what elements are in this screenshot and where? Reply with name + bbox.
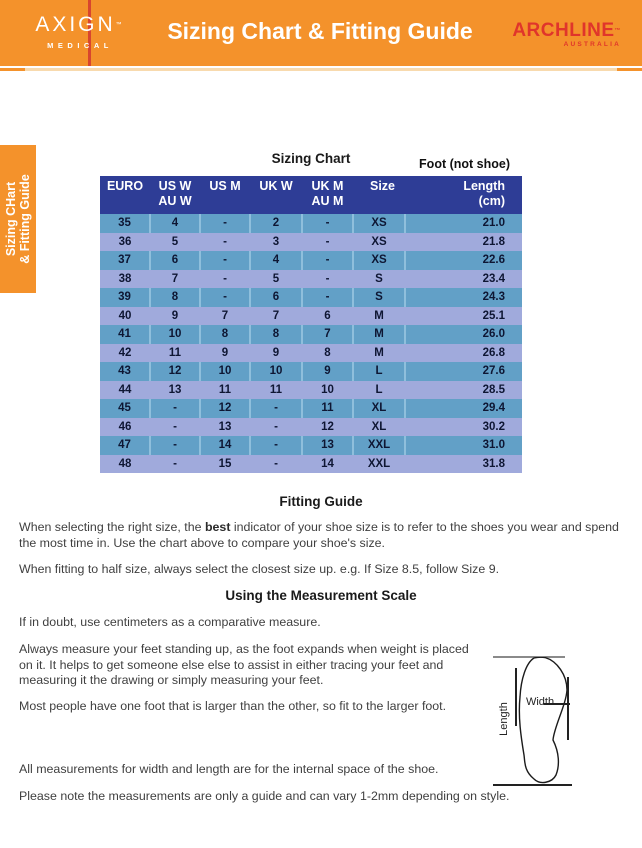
table-cell: 10 <box>250 362 302 381</box>
archline-logo-sub: AUSTRALIA <box>563 41 621 48</box>
table-cell: 12 <box>150 362 200 381</box>
measurement-para-5: Please note the measurements are only a guide and can vary 1-2mm depending on style. <box>19 789 510 803</box>
side-tab-label: Sizing CHart & Fitting Guide <box>4 174 32 264</box>
table-cell: 13 <box>218 420 232 433</box>
table-cell: 47 <box>100 436 150 455</box>
table-cell: 10 <box>150 325 200 344</box>
table-cell: 5 <box>171 235 179 248</box>
table-header-row <box>100 176 522 214</box>
fitting-guide-para-1: When selecting the right size, the best indicator of your shoe size is to refer to the shoes you wear and spend the most time in. Use the chart above to compare your shoe's size. <box>19 520 619 550</box>
table-cell: 38 <box>118 272 132 285</box>
table-cell: - <box>173 457 177 470</box>
fitting-guide-para-2: When fitting to half size, always select the closest size up. e.g. If Size 8.5, follow Size 9. <box>19 562 500 576</box>
table-cell: 25.1 <box>482 309 505 322</box>
archline-logo <box>503 21 621 48</box>
measurement-para-4: All measurements for width and length are for the internal space of the shoe. <box>19 762 439 776</box>
table-cell: L <box>353 362 405 381</box>
foot-measurement-diagram <box>488 648 642 793</box>
table-row <box>100 233 522 252</box>
table-cell: 7 <box>221 309 229 322</box>
table-cell: - <box>274 457 278 470</box>
table-cell: - <box>200 214 250 233</box>
table-cell: XL <box>371 420 387 433</box>
table-row <box>100 344 522 363</box>
table-cell: 8 <box>200 325 250 344</box>
axign-logo <box>34 10 126 50</box>
table-cell: 48 <box>118 457 132 470</box>
table-cell: 11 <box>168 346 182 359</box>
table-row <box>100 381 522 400</box>
table-cell: 9 <box>302 362 353 381</box>
table-cell: 22.6 <box>482 254 505 267</box>
trademark-symbol: ™ <box>614 28 621 34</box>
table-cell: - <box>223 272 227 285</box>
axign-logo-name: AXIGN™ <box>35 13 125 36</box>
column-header: US M <box>200 176 250 214</box>
table-cell: 11 <box>302 399 353 418</box>
bold-text: best <box>204 520 231 534</box>
side-tab <box>0 145 36 293</box>
column-header: UK M AU M <box>302 176 353 214</box>
foot-not-shoe-label: Foot (not shoe) <box>419 157 510 171</box>
measurement-para-2: Always measure your feet standing up, as the foot expands when weight is placed on it. It helps to get someone else else to assist in either tracing your feet and measuring it the drawing or simply measuring your feet. <box>19 642 469 687</box>
table-cell: 10 <box>200 362 250 381</box>
column-header: US W AU W <box>150 176 200 214</box>
table-cell: 28.5 <box>482 383 505 396</box>
table-cell: XXL <box>367 457 391 470</box>
table-cell: XL <box>353 399 405 418</box>
table-cell: 9 <box>171 309 179 322</box>
table-cell: - <box>250 436 302 455</box>
table-cell: 2 <box>250 214 302 233</box>
table-cell: 15 <box>218 457 232 470</box>
table-cell: 7 <box>272 309 280 322</box>
table-cell: 29.4 <box>482 402 505 415</box>
table-cell: 9 <box>221 346 229 359</box>
table-cell: XXL <box>353 436 405 455</box>
length-measure-line <box>515 668 517 726</box>
table-cell: 7 <box>302 325 353 344</box>
table-cell: 12 <box>200 399 250 418</box>
table-cell: - <box>200 288 250 307</box>
table-row <box>100 436 522 455</box>
foot-outline-icon <box>512 657 572 785</box>
measurement-para-3: Most people have one foot that is larger than the other, so fit to the larger foot. <box>19 699 447 713</box>
table-cell: 11 <box>218 383 232 396</box>
header-banner <box>0 0 642 66</box>
page-title: Sizing Chart & Fitting Guide <box>167 18 473 44</box>
table-cell: L <box>375 383 383 396</box>
table-cell: 41 <box>100 325 150 344</box>
table-cell: 8 <box>324 346 331 359</box>
table-cell: - <box>250 399 302 418</box>
table-row <box>100 288 522 307</box>
table-cell: - <box>325 235 330 248</box>
table-cell: S <box>353 288 405 307</box>
table-cell: XS <box>353 251 405 270</box>
table-cell: 36 <box>118 235 132 248</box>
table-cell: M <box>374 309 384 322</box>
table-cell: 24.3 <box>482 291 505 304</box>
table-cell: M <box>374 346 384 359</box>
diagram-bottom-line <box>493 784 572 786</box>
table-cell: XS <box>371 235 387 248</box>
table-cell: 45 <box>100 399 150 418</box>
banner-underline <box>0 68 642 71</box>
table-row <box>100 214 522 233</box>
measurement-scale-heading: Using the Measurement Scale <box>225 588 417 603</box>
archline-logo-name: ARCHLINE™ <box>512 20 621 41</box>
table-cell: - <box>173 420 177 433</box>
table-cell: 9 <box>272 346 280 359</box>
table-cell: - <box>302 214 353 233</box>
table-cell: 31.0 <box>482 439 505 452</box>
column-header: Size <box>353 176 405 214</box>
axign-logo-sub: MEDICAL <box>47 41 113 50</box>
table-cell: 6 <box>150 251 200 270</box>
table-cell: 13 <box>302 436 353 455</box>
table-cell: 46 <box>118 420 132 433</box>
table-row <box>100 251 522 270</box>
table-cell: M <box>353 325 405 344</box>
table-cell: 27.6 <box>482 365 505 378</box>
table-cell: 13 <box>168 383 182 396</box>
table-cell: 37 <box>100 251 150 270</box>
table-cell: 42 <box>118 346 132 359</box>
table-cell: - <box>302 288 353 307</box>
measurement-para-1: If in doubt, use centimeters as a comparative measure. <box>19 615 321 629</box>
column-header: Length (cm) <box>405 176 522 214</box>
width-label: Width <box>525 696 555 708</box>
table-cell: - <box>150 399 200 418</box>
table-cell: 40 <box>118 309 132 322</box>
table-cell: - <box>325 272 330 285</box>
sizing-chart-title: Sizing Chart <box>271 151 351 166</box>
table-cell: 11 <box>269 383 283 396</box>
table-cell: 43 <box>100 362 150 381</box>
table-cell: 35 <box>100 214 150 233</box>
table-row <box>100 325 522 344</box>
table-cell: - <box>274 420 278 433</box>
table-cell: S <box>375 272 383 285</box>
table-cell: 21.8 <box>482 235 505 248</box>
table-cell: 8 <box>150 288 200 307</box>
table-cell: 39 <box>100 288 150 307</box>
table-cell: 23.4 <box>482 272 505 285</box>
table-cell: - <box>302 251 353 270</box>
trademark-symbol: ™ <box>115 22 125 28</box>
table-cell: 26.0 <box>482 328 505 341</box>
table-row <box>100 455 522 474</box>
table-cell: 3 <box>272 235 280 248</box>
table-cell: 4 <box>250 251 302 270</box>
table-cell: 30.2 <box>482 420 505 433</box>
table-cell: 21.0 <box>482 217 505 230</box>
sizing-table <box>100 176 522 473</box>
width-measure-line <box>567 677 569 740</box>
table-cell: 7 <box>171 272 179 285</box>
table-cell: 10 <box>321 383 334 396</box>
table-cell: - <box>223 235 227 248</box>
table-row <box>100 307 522 326</box>
column-header: EURO <box>100 176 150 214</box>
table-cell: 5 <box>272 272 280 285</box>
table-cell: 6 <box>250 288 302 307</box>
table-row <box>100 362 522 381</box>
table-cell: XS <box>353 214 405 233</box>
table-cell: 26.8 <box>482 346 505 359</box>
column-header: UK W <box>250 176 302 214</box>
table-cell: 8 <box>250 325 302 344</box>
table-cell: 4 <box>150 214 200 233</box>
length-label: Length <box>498 702 510 736</box>
table-cell: 12 <box>321 420 334 433</box>
table-cell: 14 <box>321 457 334 470</box>
table-cell: 44 <box>118 383 132 396</box>
table-cell: - <box>150 436 200 455</box>
table-cell: 14 <box>200 436 250 455</box>
table-cell: 6 <box>324 309 331 322</box>
table-row <box>100 418 522 437</box>
table-cell: 31.8 <box>482 457 505 470</box>
table-row <box>100 399 522 418</box>
fitting-guide-heading: Fitting Guide <box>279 494 363 509</box>
table-cell: - <box>200 251 250 270</box>
table-row <box>100 270 522 289</box>
